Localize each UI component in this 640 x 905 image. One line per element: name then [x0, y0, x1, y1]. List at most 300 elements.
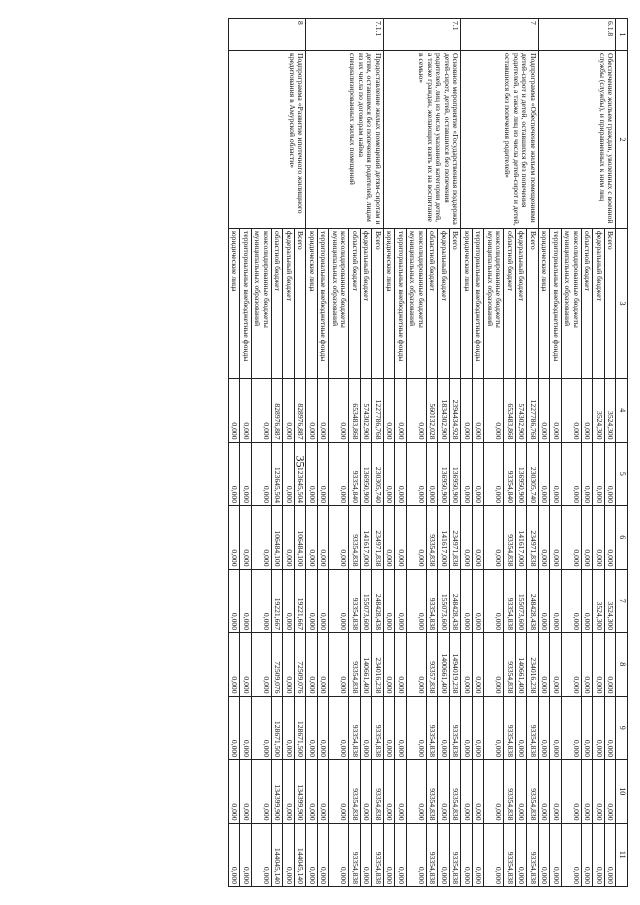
amount-cell: 0,000: [484, 760, 504, 824]
amount-cell: 0,000: [329, 760, 349, 824]
amount-cell: 0,000: [395, 379, 407, 443]
table-row: [527, 19, 539, 887]
amount-cell: 0,000: [538, 379, 550, 443]
amount-cell: 0,000: [317, 633, 329, 697]
amount-cell: 0,000: [484, 823, 504, 887]
header-row: [616, 19, 628, 887]
amount-cell: 141617,000: [360, 506, 372, 570]
amount-cell: 234971,838: [372, 506, 384, 570]
amount-cell: 0,000: [550, 569, 562, 633]
funding-source: консолидированные бюджеты муниципальных образований: [561, 229, 581, 379]
amount-cell: 0,000: [317, 379, 329, 443]
amount-cell: 0,000: [329, 696, 349, 760]
amount-cell: 0,000: [461, 506, 473, 570]
amount-cell: 0,000: [283, 442, 295, 506]
funding-source: территориальные внебюджетные фонды: [550, 229, 562, 379]
item-name: Обеспечение жильем граждан, уволенных с военной службы (службы), и приравненных к ним лиц: [538, 51, 616, 229]
amount-cell: 0,000: [306, 633, 318, 697]
amount-cell: 93354,838: [426, 506, 438, 570]
amount-cell: 0,000: [593, 633, 605, 697]
amount-cell: 2394434,928: [449, 379, 461, 443]
amount-cell: 0,000: [484, 696, 504, 760]
amount-cell: 0,000: [395, 760, 407, 824]
amount-cell: 0,000: [484, 506, 504, 570]
amount-cell: 0,000: [461, 569, 473, 633]
item-name: Подпрограмма «Обеспечение жильем помещениями детей-сирот и детей, оставшихся без попечения родителей, а также лиц из числа детей-сирот и детей, оставшихся без попечения родителей»: [461, 51, 539, 229]
amount-cell: 0,000: [228, 379, 240, 443]
amount-cell: 0,000: [306, 760, 318, 824]
amount-cell: 0,000: [251, 823, 271, 887]
amount-cell: 93354,838: [372, 760, 384, 824]
amount-cell: 0,000: [283, 379, 295, 443]
amount-cell: 136950,900: [438, 442, 450, 506]
amount-cell: 0,000: [515, 760, 527, 824]
amount-cell: 0,000: [383, 379, 395, 443]
amount-cell: 93354,838: [504, 569, 516, 633]
amount-cell: 93354,838: [349, 696, 361, 760]
funding-source: юридические лица: [538, 229, 550, 379]
amount-cell: 93354,838: [504, 696, 516, 760]
amount-cell: 0,000: [228, 442, 240, 506]
table-row: [449, 19, 461, 887]
amount-cell: 230305,740: [527, 442, 539, 506]
amount-cell: 19221,667: [294, 569, 306, 633]
amount-cell: 0,000: [360, 760, 372, 824]
amount-cell: 0,000: [593, 696, 605, 760]
amount-cell: 234971,838: [527, 506, 539, 570]
funding-source: территориальные внебюджетные фонды: [395, 229, 407, 379]
funding-source: Всего: [294, 229, 306, 379]
amount-cell: 155073,600: [438, 569, 450, 633]
amount-cell: 0,000: [283, 696, 295, 760]
amount-cell: 0,000: [383, 696, 395, 760]
amount-cell: 574302,900: [360, 379, 372, 443]
amount-cell: 0,000: [581, 823, 593, 887]
funding-source: областной бюджет: [349, 229, 361, 379]
amount-cell: 93357,838: [426, 633, 438, 697]
amount-cell: 1227786,768: [372, 379, 384, 443]
amount-cell: 93354,838: [504, 823, 516, 887]
amount-cell: 0,000: [438, 696, 450, 760]
amount-cell: 93354,838: [426, 823, 438, 887]
funding-source: федеральный бюджет: [515, 229, 527, 379]
funding-source: федеральный бюджет: [283, 229, 295, 379]
amount-cell: 0,000: [383, 569, 395, 633]
amount-cell: 0,000: [240, 823, 252, 887]
amount-cell: 0,000: [538, 569, 550, 633]
amount-cell: 230305,740: [372, 442, 384, 506]
amount-cell: 0,000: [395, 506, 407, 570]
amount-cell: 0,000: [251, 506, 271, 570]
funding-source: Всего: [604, 229, 616, 379]
amount-cell: 0,000: [283, 633, 295, 697]
amount-cell: 0,000: [228, 633, 240, 697]
item-name: Предоставление жилых помещений детям-сиротам и детям, оставшимся без попечения родителей, лицам из их числа по договорам найма специализированных жилых помещений: [306, 51, 384, 229]
amount-cell: 0,000: [581, 696, 593, 760]
amount-cell: 653483,868: [349, 379, 361, 443]
amount-cell: 0,000: [515, 823, 527, 887]
amount-cell: 0,000: [306, 506, 318, 570]
amount-cell: 0,000: [593, 442, 605, 506]
funding-source: консолидированные бюджеты муниципальных образований: [484, 229, 504, 379]
amount-cell: 0,000: [251, 633, 271, 697]
amount-cell: 0,000: [360, 696, 372, 760]
amount-cell: 93354,838: [349, 823, 361, 887]
amount-cell: 93354,838: [527, 760, 539, 824]
amount-cell: 574302,900: [515, 379, 527, 443]
amount-cell: 0,000: [395, 633, 407, 697]
amount-cell: 0,000: [406, 442, 426, 506]
amount-cell: 1494019,238: [449, 633, 461, 697]
table-header: [616, 19, 628, 887]
amount-cell: 0,000: [317, 442, 329, 506]
amount-cell: 0,000: [484, 379, 504, 443]
amount-cell: 0,000: [538, 696, 550, 760]
amount-cell: 136950,900: [449, 442, 461, 506]
amount-cell: 1400661,400: [438, 633, 450, 697]
amount-cell: 653483,868: [504, 379, 516, 443]
amount-cell: 93354,838: [349, 569, 361, 633]
amount-cell: 0,000: [426, 442, 438, 506]
amount-cell: 0,000: [550, 696, 562, 760]
amount-cell: 0,000: [317, 696, 329, 760]
amount-cell: 19221,667: [271, 569, 283, 633]
item-code: 7.1: [383, 19, 461, 51]
header-cell: 9: [616, 696, 628, 760]
funding-source: юридические лица: [228, 229, 240, 379]
amount-cell: 93354,838: [372, 696, 384, 760]
amount-cell: 0,000: [406, 569, 426, 633]
header-cell: 2: [616, 51, 628, 229]
amount-cell: 0,000: [251, 760, 271, 824]
funding-source: федеральный бюджет: [593, 229, 605, 379]
amount-cell: 140661,400: [515, 633, 527, 697]
amount-cell: 0,000: [581, 569, 593, 633]
header-cell: 8: [616, 633, 628, 697]
amount-cell: 0,000: [317, 823, 329, 887]
amount-cell: 0,000: [240, 506, 252, 570]
amount-cell: 0,000: [538, 633, 550, 697]
rotated-page: [30, 18, 628, 886]
amount-cell: 0,000: [472, 760, 484, 824]
amount-cell: 0,000: [593, 506, 605, 570]
amount-cell: 0,000: [561, 633, 581, 697]
amount-cell: 0,000: [395, 823, 407, 887]
amount-cell: 0,000: [604, 442, 616, 506]
amount-cell: 248428,438: [372, 569, 384, 633]
amount-cell: 134399,900: [294, 760, 306, 824]
amount-cell: 93354,838: [349, 633, 361, 697]
amount-cell: 0,000: [550, 379, 562, 443]
amount-cell: 0,000: [604, 506, 616, 570]
amount-cell: 144045,140: [271, 823, 283, 887]
amount-cell: 93354,838: [449, 823, 461, 887]
funding-source: территориальные внебюджетные фонды: [317, 229, 329, 379]
amount-cell: 0,000: [561, 823, 581, 887]
amount-cell: 0,000: [240, 633, 252, 697]
amount-cell: 0,000: [604, 633, 616, 697]
amount-cell: 0,000: [461, 442, 473, 506]
amount-cell: 0,000: [461, 760, 473, 824]
amount-cell: 123645,504: [271, 442, 283, 506]
amount-cell: 0,000: [461, 633, 473, 697]
amount-cell: 0,000: [550, 442, 562, 506]
amount-cell: 93354,838: [426, 760, 438, 824]
amount-cell: 0,000: [228, 506, 240, 570]
amount-cell: 141617,000: [438, 506, 450, 570]
amount-cell: 0,000: [472, 696, 484, 760]
amount-cell: 0,000: [251, 379, 271, 443]
amount-cell: 136950,900: [515, 442, 527, 506]
header-cell: 7: [616, 569, 628, 633]
amount-cell: 93354,840: [504, 442, 516, 506]
header-cell: 4: [616, 379, 628, 443]
header-cell: 3: [616, 229, 628, 379]
amount-cell: 134399,900: [271, 760, 283, 824]
amount-cell: 0,000: [306, 379, 318, 443]
amount-cell: 0,000: [383, 823, 395, 887]
amount-cell: 0,000: [240, 442, 252, 506]
amount-cell: 93354,838: [504, 506, 516, 570]
amount-cell: 0,000: [484, 442, 504, 506]
amount-cell: 234016,238: [527, 633, 539, 697]
amount-cell: 0,000: [438, 823, 450, 887]
amount-cell: 0,000: [472, 379, 484, 443]
amount-cell: 234016,238: [372, 633, 384, 697]
amount-cell: 93354,838: [449, 760, 461, 824]
amount-cell: 0,000: [383, 760, 395, 824]
funding-source: федеральный бюджет: [360, 229, 372, 379]
amount-cell: 0,000: [550, 823, 562, 887]
item-code: 7.1.1: [306, 19, 384, 51]
amount-cell: 560132,028: [426, 379, 438, 443]
amount-cell: 0,000: [329, 442, 349, 506]
amount-cell: 0,000: [317, 569, 329, 633]
funding-source: федеральный бюджет: [438, 229, 450, 379]
amount-cell: 0,000: [240, 379, 252, 443]
amount-cell: 128671,500: [271, 696, 283, 760]
funding-source: областной бюджет: [581, 229, 593, 379]
header-cell: 5: [616, 442, 628, 506]
amount-cell: 93354,838: [449, 696, 461, 760]
amount-cell: 828976,887: [271, 379, 283, 443]
amount-cell: 144045,140: [294, 823, 306, 887]
amount-cell: 0,000: [383, 442, 395, 506]
amount-cell: 3524,300: [593, 379, 605, 443]
amount-cell: 0,000: [306, 442, 318, 506]
amount-cell: 0,000: [604, 760, 616, 824]
amount-cell: 3524,300: [604, 379, 616, 443]
amount-cell: 72509,076: [294, 633, 306, 697]
amount-cell: 0,000: [593, 760, 605, 824]
amount-cell: 93354,838: [504, 633, 516, 697]
amount-cell: 123645,504: [294, 442, 306, 506]
amount-cell: 0,000: [538, 823, 550, 887]
amount-cell: 0,000: [317, 760, 329, 824]
amount-cell: 0,000: [461, 696, 473, 760]
table-body: [228, 19, 616, 887]
amount-cell: 0,000: [538, 442, 550, 506]
amount-cell: 0,000: [406, 506, 426, 570]
funding-source: юридические лица: [306, 229, 318, 379]
amount-cell: 0,000: [604, 696, 616, 760]
amount-cell: 0,000: [581, 379, 593, 443]
item-code: 7: [461, 19, 539, 51]
amount-cell: 0,000: [593, 823, 605, 887]
table-row: [294, 19, 306, 887]
amount-cell: 0,000: [283, 760, 295, 824]
item-name: Подпрограмма «Развитие ипотечного жилищного кредитования в Амурской области»: [228, 51, 306, 229]
amount-cell: 0,000: [251, 696, 271, 760]
amount-cell: 93354,838: [372, 823, 384, 887]
amount-cell: 136950,900: [360, 442, 372, 506]
amount-cell: 93354,838: [349, 506, 361, 570]
amount-cell: 0,000: [383, 633, 395, 697]
amount-cell: 0,000: [395, 569, 407, 633]
amount-cell: 3524,300: [604, 569, 616, 633]
amount-cell: 0,000: [484, 633, 504, 697]
amount-cell: 1834302,900: [438, 379, 450, 443]
amount-cell: 0,000: [329, 633, 349, 697]
amount-cell: 0,000: [538, 506, 550, 570]
amount-cell: 0,000: [406, 633, 426, 697]
amount-cell: 0,000: [604, 823, 616, 887]
amount-cell: 93354,838: [349, 760, 361, 824]
amount-cell: 0,000: [360, 823, 372, 887]
amount-cell: 1227786,768: [527, 379, 539, 443]
amount-cell: 0,000: [561, 379, 581, 443]
amount-cell: 0,000: [550, 506, 562, 570]
budget-table: [228, 18, 628, 887]
amount-cell: 0,000: [581, 506, 593, 570]
amount-cell: 0,000: [306, 696, 318, 760]
amount-cell: 0,000: [283, 506, 295, 570]
amount-cell: 0,000: [240, 760, 252, 824]
amount-cell: 0,000: [383, 506, 395, 570]
header-cell: 10: [616, 760, 628, 824]
amount-cell: 0,000: [228, 823, 240, 887]
amount-cell: 106484,100: [271, 506, 283, 570]
amount-cell: 0,000: [438, 760, 450, 824]
amount-cell: 0,000: [251, 569, 271, 633]
amount-cell: 0,000: [472, 633, 484, 697]
amount-cell: 248428,438: [527, 569, 539, 633]
funding-source: Всего: [449, 229, 461, 379]
amount-cell: 0,000: [406, 696, 426, 760]
amount-cell: 248428,438: [449, 569, 461, 633]
amount-cell: 141617,000: [515, 506, 527, 570]
amount-cell: 234971,838: [449, 506, 461, 570]
amount-cell: 0,000: [240, 696, 252, 760]
item-code: 8: [228, 19, 306, 51]
amount-cell: 0,000: [395, 696, 407, 760]
amount-cell: 93354,840: [349, 442, 361, 506]
amount-cell: 0,000: [561, 569, 581, 633]
amount-cell: 0,000: [561, 760, 581, 824]
amount-cell: 72509,076: [271, 633, 283, 697]
funding-source: Всего: [527, 229, 539, 379]
amount-cell: 0,000: [251, 442, 271, 506]
funding-source: областной бюджет: [504, 229, 516, 379]
funding-source: консолидированные бюджеты муниципальных образований: [251, 229, 271, 379]
amount-cell: 0,000: [472, 506, 484, 570]
amount-cell: 0,000: [228, 696, 240, 760]
amount-cell: 0,000: [395, 442, 407, 506]
page-number: 35: [293, 455, 308, 468]
amount-cell: 155073,600: [515, 569, 527, 633]
amount-cell: 0,000: [472, 442, 484, 506]
amount-cell: 0,000: [329, 379, 349, 443]
amount-cell: 0,000: [515, 696, 527, 760]
amount-cell: 155073,600: [360, 569, 372, 633]
amount-cell: 0,000: [484, 569, 504, 633]
item-code: 6.1.8: [538, 19, 616, 51]
table-row: [372, 19, 384, 887]
amount-cell: 0,000: [472, 569, 484, 633]
amount-cell: 0,000: [581, 633, 593, 697]
amount-cell: 93354,838: [426, 569, 438, 633]
amount-cell: 93354,838: [527, 696, 539, 760]
amount-cell: 140661,400: [360, 633, 372, 697]
amount-cell: 0,000: [550, 760, 562, 824]
funding-source: консолидированные бюджеты муниципальных образований: [329, 229, 349, 379]
amount-cell: 828976,887: [294, 379, 306, 443]
amount-cell: 93354,838: [504, 760, 516, 824]
amount-cell: 0,000: [283, 569, 295, 633]
table-row: [604, 19, 616, 887]
header-cell: 1: [616, 19, 628, 51]
amount-cell: 0,000: [228, 569, 240, 633]
amount-cell: 0,000: [283, 823, 295, 887]
funding-source: областной бюджет: [426, 229, 438, 379]
amount-cell: 0,000: [538, 760, 550, 824]
item-name: Основное мероприятие «Государственная поддержка детей-сирот, детей, оставшихся без попечения родителей, лиц из числа указанной категории детей, а также граждан, желающих взять их на воспитание в семью»: [383, 51, 461, 229]
amount-cell: 0,000: [329, 823, 349, 887]
amount-cell: 0,000: [406, 379, 426, 443]
amount-cell: 0,000: [317, 506, 329, 570]
amount-cell: 0,000: [228, 760, 240, 824]
amount-cell: 0,000: [329, 569, 349, 633]
amount-cell: 0,000: [329, 506, 349, 570]
amount-cell: 0,000: [306, 823, 318, 887]
amount-cell: 93354,838: [426, 696, 438, 760]
amount-cell: 106484,100: [294, 506, 306, 570]
funding-source: областной бюджет: [271, 229, 283, 379]
amount-cell: 0,000: [472, 823, 484, 887]
funding-source: консолидированные бюджеты муниципальных образований: [406, 229, 426, 379]
amount-cell: 0,000: [461, 823, 473, 887]
amount-cell: 0,000: [406, 823, 426, 887]
amount-cell: 93354,838: [527, 823, 539, 887]
amount-cell: 0,000: [240, 569, 252, 633]
header-cell: 11: [616, 823, 628, 887]
amount-cell: 3524,300: [593, 569, 605, 633]
amount-cell: 128671,500: [294, 696, 306, 760]
amount-cell: 0,000: [561, 506, 581, 570]
header-cell: 6: [616, 506, 628, 570]
amount-cell: 0,000: [406, 760, 426, 824]
funding-source: юридические лица: [461, 229, 473, 379]
amount-cell: 0,000: [561, 696, 581, 760]
amount-cell: 0,000: [306, 569, 318, 633]
amount-cell: 0,000: [461, 379, 473, 443]
funding-source: территориальные внебюджетные фонды: [240, 229, 252, 379]
amount-cell: 0,000: [581, 442, 593, 506]
amount-cell: 0,000: [550, 633, 562, 697]
amount-cell: 0,000: [561, 442, 581, 506]
funding-source: территориальные внебюджетные фонды: [472, 229, 484, 379]
amount-cell: 0,000: [581, 760, 593, 824]
